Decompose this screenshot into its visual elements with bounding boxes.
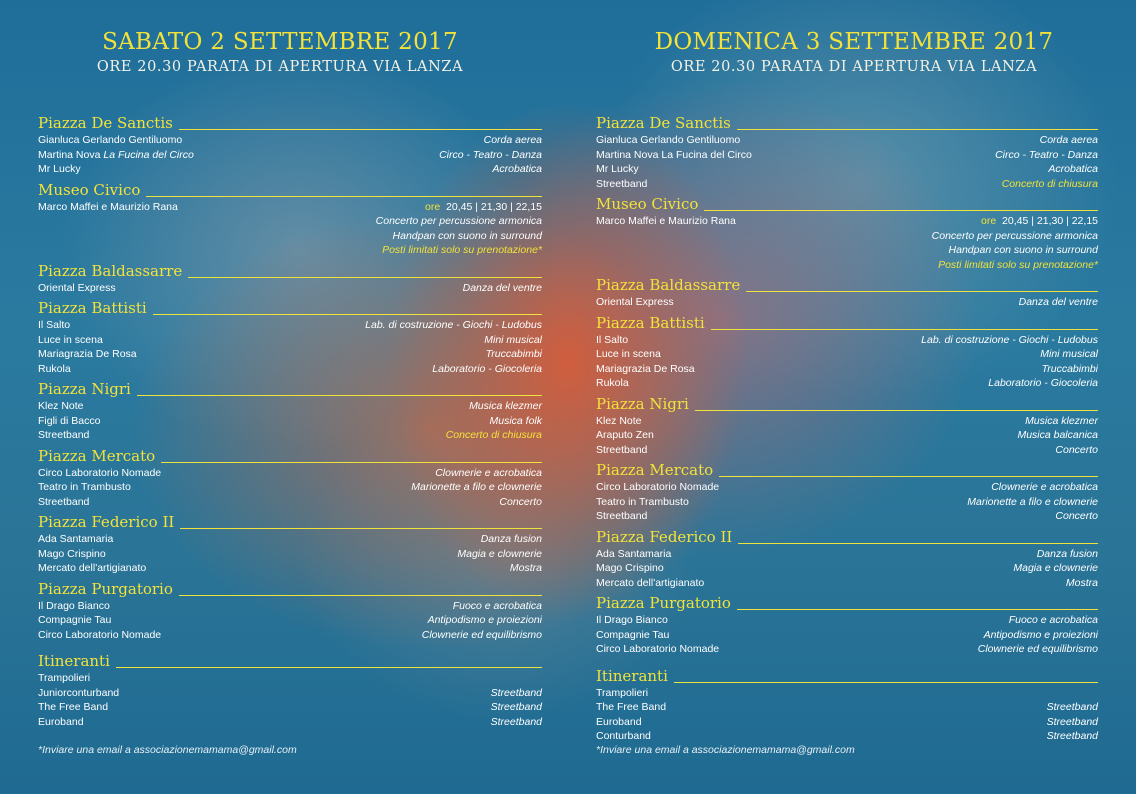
act: Fuoco e acrobatica xyxy=(452,599,542,612)
act: Lab. di costruzione - Giochi - Ludobus xyxy=(365,319,542,331)
ore-label: ore xyxy=(981,215,997,227)
divider xyxy=(746,291,1098,292)
program-row xyxy=(38,333,542,348)
performer: Gianluca Gerlando Gentiluomo xyxy=(38,134,183,146)
section-title: Piazza De Sanctis xyxy=(596,114,731,132)
performer-company: La Fucina del Circo xyxy=(103,148,194,161)
performer: Araputo Zen xyxy=(596,429,654,441)
program-row xyxy=(596,133,1098,148)
divider xyxy=(737,129,1098,130)
act: Musica balcanica xyxy=(1017,429,1098,441)
program-row xyxy=(596,729,1098,744)
performer: Mr Lucky xyxy=(38,163,81,175)
program-row xyxy=(38,532,542,547)
act: Antipodismo e proiezioni xyxy=(983,628,1098,641)
program-row xyxy=(596,295,1098,310)
program-row xyxy=(596,362,1098,377)
program-row xyxy=(38,715,542,730)
program-row xyxy=(596,715,1098,730)
section-title: Piazza Baldassarre xyxy=(38,261,183,280)
saturday-footnote: *Inviare una email a associazionemamama@gmail.com xyxy=(38,744,297,756)
program-row xyxy=(38,599,542,614)
section-title: Piazza Battisti xyxy=(596,313,705,332)
act: Streetband xyxy=(490,686,542,699)
divider xyxy=(179,595,542,596)
act: Clownerie ed equilibrismo xyxy=(421,628,542,641)
section-itineranti xyxy=(38,645,542,729)
divider xyxy=(674,682,1098,683)
program-row xyxy=(38,318,542,333)
performer: Euroband xyxy=(38,715,84,728)
saturday-program xyxy=(38,110,542,729)
act: Concerto xyxy=(499,495,542,508)
act: Truccabimbi xyxy=(485,348,542,360)
performer: Compagnie Tau xyxy=(596,628,670,641)
divider xyxy=(137,395,542,396)
concert-subtitle: Handpan con suono in surround xyxy=(948,244,1098,256)
sunday-header xyxy=(604,28,1104,75)
program-row xyxy=(38,671,542,686)
times-value: 20,45 | 21,30 | 22,15 xyxy=(1002,215,1098,227)
section-title: Piazza Nigri xyxy=(596,394,689,413)
section-title: Museo Civico xyxy=(38,180,141,199)
divider xyxy=(179,129,542,130)
act: Corda aerea xyxy=(483,134,542,146)
section-museo-civico xyxy=(596,194,1098,272)
performer: The Free Band xyxy=(38,701,109,713)
act: Clownerie e acrobatica xyxy=(991,481,1098,493)
program-row xyxy=(596,700,1098,715)
reservation-note: Posti limitati solo su prenotazione* xyxy=(938,258,1098,271)
act: Lab. di costruzione - Giochi - Ludobus xyxy=(921,333,1098,346)
act: Musica klezmer xyxy=(469,400,542,412)
act: Marionette a filo e clownerie xyxy=(967,495,1098,508)
section-piazza-baldassarre xyxy=(38,261,542,296)
section-title: Itineranti xyxy=(596,666,668,685)
program-row xyxy=(38,148,542,163)
program-row xyxy=(38,495,542,510)
program-row xyxy=(38,628,542,643)
section-title: Piazza Baldassarre xyxy=(596,276,741,294)
performer: Mago Crispino xyxy=(596,562,664,574)
performer: Oriental Express xyxy=(596,296,674,308)
divider xyxy=(188,277,542,278)
program-row xyxy=(596,443,1098,458)
performer: Trampolieri xyxy=(38,672,91,684)
program-row xyxy=(38,347,542,362)
sunday-program xyxy=(596,110,1098,744)
act: Clownerie ed equilibrismo xyxy=(977,643,1098,655)
performer: Il Drago Bianco xyxy=(596,614,668,626)
act: Laboratorio - Giocoleria xyxy=(432,362,542,375)
program-row xyxy=(38,399,542,414)
section-title: Piazza Battisti xyxy=(38,299,147,317)
performer: Mercato dell'artigianato xyxy=(38,562,147,574)
performer: Streetband xyxy=(596,510,648,522)
divider xyxy=(146,196,542,197)
program-row xyxy=(596,148,1098,163)
performer: Circo Laboratorio Nomade xyxy=(596,643,720,655)
act: Magia e clownerie xyxy=(457,547,542,560)
performer: Il Salto xyxy=(596,333,629,346)
sunday-title: DOMENICA 3 SETTEMBRE 2017 xyxy=(654,29,1054,55)
act: Concerto di chiusura xyxy=(445,429,542,441)
act: Fuoco e acrobatica xyxy=(1008,614,1098,626)
section-piazza-mercato xyxy=(38,446,542,510)
performer-name: Martina Nova xyxy=(38,148,101,161)
section-piazza-nigri xyxy=(38,379,542,443)
act: Mini musical xyxy=(484,333,542,346)
performer: Oriental Express xyxy=(38,281,116,294)
performer: Ada Santamaria xyxy=(596,547,672,560)
section-title: Piazza Mercato xyxy=(38,446,156,465)
performer: Marco Maffei e Maurizio Rana xyxy=(38,200,178,213)
divider xyxy=(737,609,1098,610)
program-row xyxy=(596,613,1098,628)
reservation-note: Posti limitati solo su prenotazione* xyxy=(382,244,542,256)
saturday-header xyxy=(60,28,500,75)
performer: Conturband xyxy=(596,730,651,742)
program-row xyxy=(38,686,542,701)
section-title: Piazza Federico II xyxy=(38,513,175,531)
performer: Il Salto xyxy=(38,319,71,331)
performer: Teatro in Trambusto xyxy=(38,481,131,493)
act: Clownerie e acrobatica xyxy=(435,466,542,479)
performer: Ada Santamaria xyxy=(38,533,114,545)
performer: Rukola xyxy=(596,377,629,389)
program-row xyxy=(38,162,542,177)
section-piazza-federico-ii xyxy=(38,512,542,576)
ore-label: ore xyxy=(425,200,441,213)
saturday-parade: ORE 20.30 PARATA DI APERTURA VIA LANZA xyxy=(96,59,464,75)
sunday-parade: ORE 20.30 PARATA DI APERTURA VIA LANZA xyxy=(670,59,1038,75)
act: Concerto di chiusura xyxy=(1001,177,1098,190)
divider xyxy=(711,329,1098,330)
act: Acrobatica xyxy=(492,163,542,175)
program-row xyxy=(596,480,1098,495)
program-row xyxy=(38,414,542,429)
act: Marionette a filo e clownerie xyxy=(411,481,542,493)
program-row xyxy=(596,547,1098,562)
act: Danza fusion xyxy=(480,533,542,545)
section-piazza-battisti xyxy=(38,298,542,376)
performer: Mercato dell'artigianato xyxy=(596,576,705,589)
concert-description: Concerto per percussione armonica xyxy=(931,229,1098,242)
performer: Teatro in Trambusto xyxy=(596,495,689,508)
section-title: Piazza Purgatorio xyxy=(596,594,731,612)
performer: Il Drago Bianco xyxy=(38,599,110,612)
performer xyxy=(38,148,194,163)
act: Streetband xyxy=(490,701,542,713)
program-row xyxy=(596,576,1098,591)
program-row xyxy=(38,700,542,715)
act: Concerto xyxy=(1055,443,1098,456)
section-piazza-purgatorio xyxy=(596,593,1098,657)
act: Laboratorio - Giocoleria xyxy=(988,377,1098,389)
program-row xyxy=(38,547,542,562)
performer: Gianluca Gerlando Gentiluomo xyxy=(596,134,741,146)
program-row xyxy=(38,200,542,258)
section-title: Piazza Nigri xyxy=(38,380,131,398)
act: Circo - Teatro - Danza xyxy=(995,148,1098,161)
divider xyxy=(153,314,542,315)
show-times xyxy=(425,200,542,215)
performer: Rukola xyxy=(38,362,71,375)
divider xyxy=(161,462,542,463)
concert-subtitle: Handpan con suono in surround xyxy=(392,229,542,242)
program-row xyxy=(38,133,542,148)
program-row xyxy=(38,362,542,377)
performer: Marco Maffei e Maurizio Rana xyxy=(596,215,736,227)
performer: Streetband xyxy=(38,429,90,441)
act: Streetband xyxy=(1046,730,1098,742)
program-row xyxy=(596,414,1098,429)
act: Streetband xyxy=(1046,701,1098,713)
program-row xyxy=(38,428,542,443)
performer: Juniorconturband xyxy=(38,686,120,699)
performer: Mariagrazia De Rosa xyxy=(596,362,695,375)
section-piazza-de-sanctis xyxy=(596,113,1098,191)
act: Corda aerea xyxy=(1039,134,1098,146)
program-row xyxy=(38,480,542,495)
section-title: Piazza Purgatorio xyxy=(38,579,173,598)
performer: Euroband xyxy=(596,715,642,728)
performer: Luce in scena xyxy=(596,348,661,360)
times-value: 20,45 | 21,30 | 22,15 xyxy=(446,200,542,213)
divider xyxy=(116,667,542,668)
divider xyxy=(719,476,1098,477)
sunday-panel xyxy=(578,0,1098,794)
program-row xyxy=(596,686,1098,701)
act: Streetband xyxy=(490,715,542,728)
performer: Mago Crispino xyxy=(38,547,106,560)
program-row xyxy=(596,628,1098,643)
program-row xyxy=(38,613,542,628)
section-piazza-de-sanctis xyxy=(38,113,542,177)
section-title: Itineranti xyxy=(38,652,110,670)
saturday-panel xyxy=(20,0,540,794)
section-itineranti xyxy=(596,660,1098,744)
performer: Circo Laboratorio Nomade xyxy=(38,466,162,479)
act: Magia e clownerie xyxy=(1013,562,1098,574)
divider xyxy=(738,543,1098,544)
performer: Luce in scena xyxy=(38,333,103,346)
section-title: Piazza Mercato xyxy=(596,461,714,479)
program-row xyxy=(596,428,1098,443)
performer: Streetband xyxy=(596,177,648,190)
act: Antipodismo e proiezioni xyxy=(427,614,542,626)
act: Mini musical xyxy=(1040,348,1098,360)
section-piazza-nigri xyxy=(596,394,1098,458)
section-piazza-purgatorio xyxy=(38,579,542,643)
show-times xyxy=(981,214,1098,229)
section-piazza-mercato xyxy=(596,460,1098,524)
act: Circo - Teatro - Danza xyxy=(439,148,542,161)
act: Concerto xyxy=(1055,510,1098,522)
act: Truccabimbi xyxy=(1041,362,1098,375)
saturday-title: SABATO 2 SETTEMBRE 2017 xyxy=(102,29,458,55)
program-row xyxy=(596,347,1098,362)
performer: Figli di Bacco xyxy=(38,414,101,427)
performer: Streetband xyxy=(596,443,648,456)
divider xyxy=(695,410,1098,411)
section-piazza-battisti xyxy=(596,313,1098,391)
performer: Streetband xyxy=(38,495,90,508)
performer: Trampolieri xyxy=(596,686,649,699)
concert-details xyxy=(932,214,1098,272)
program-row xyxy=(596,561,1098,576)
program-row xyxy=(596,376,1098,391)
section-museo-civico xyxy=(38,180,542,258)
program-row xyxy=(596,214,1098,272)
performer: Compagnie Tau xyxy=(38,614,112,626)
section-title: Piazza Federico II xyxy=(596,527,733,546)
section-title: Piazza De Sanctis xyxy=(38,114,173,132)
program-row xyxy=(596,642,1098,657)
act: Mostra xyxy=(1065,576,1098,589)
program-row xyxy=(38,561,542,576)
act: Mostra xyxy=(509,562,542,574)
performer: Martina Nova La Fucina del Circo xyxy=(596,148,752,161)
performer: Klez Note xyxy=(596,414,642,427)
act: Danza del ventre xyxy=(462,281,542,294)
performer: Circo Laboratorio Nomade xyxy=(596,481,720,493)
act: Danza del ventre xyxy=(1018,296,1098,308)
act: Acrobatica xyxy=(1048,163,1098,175)
section-piazza-baldassarre xyxy=(596,275,1098,310)
performer: Circo Laboratorio Nomade xyxy=(38,628,162,641)
act: Danza fusion xyxy=(1036,547,1098,560)
sunday-footnote: *Inviare una email a associazionemamama@gmail.com xyxy=(596,744,855,756)
section-piazza-federico-ii xyxy=(596,527,1098,591)
performer: Klez Note xyxy=(38,400,84,412)
act: Streetband xyxy=(1046,715,1098,728)
performer: The Free Band xyxy=(596,701,667,713)
program-row xyxy=(38,281,542,296)
act: Musica klezmer xyxy=(1025,414,1098,427)
performer: Mr Lucky xyxy=(596,163,639,175)
section-title: Museo Civico xyxy=(596,195,699,213)
concert-description: Concerto per percussione armonica xyxy=(375,215,542,227)
program-row xyxy=(596,509,1098,524)
concert-details xyxy=(376,200,542,258)
program-row xyxy=(596,495,1098,510)
program-row xyxy=(596,177,1098,192)
program-row xyxy=(596,162,1098,177)
divider xyxy=(180,528,542,529)
program-row xyxy=(38,466,542,481)
divider xyxy=(704,210,1098,211)
program-row xyxy=(596,333,1098,348)
act: Musica folk xyxy=(489,414,542,427)
performer: Mariagrazia De Rosa xyxy=(38,348,137,360)
